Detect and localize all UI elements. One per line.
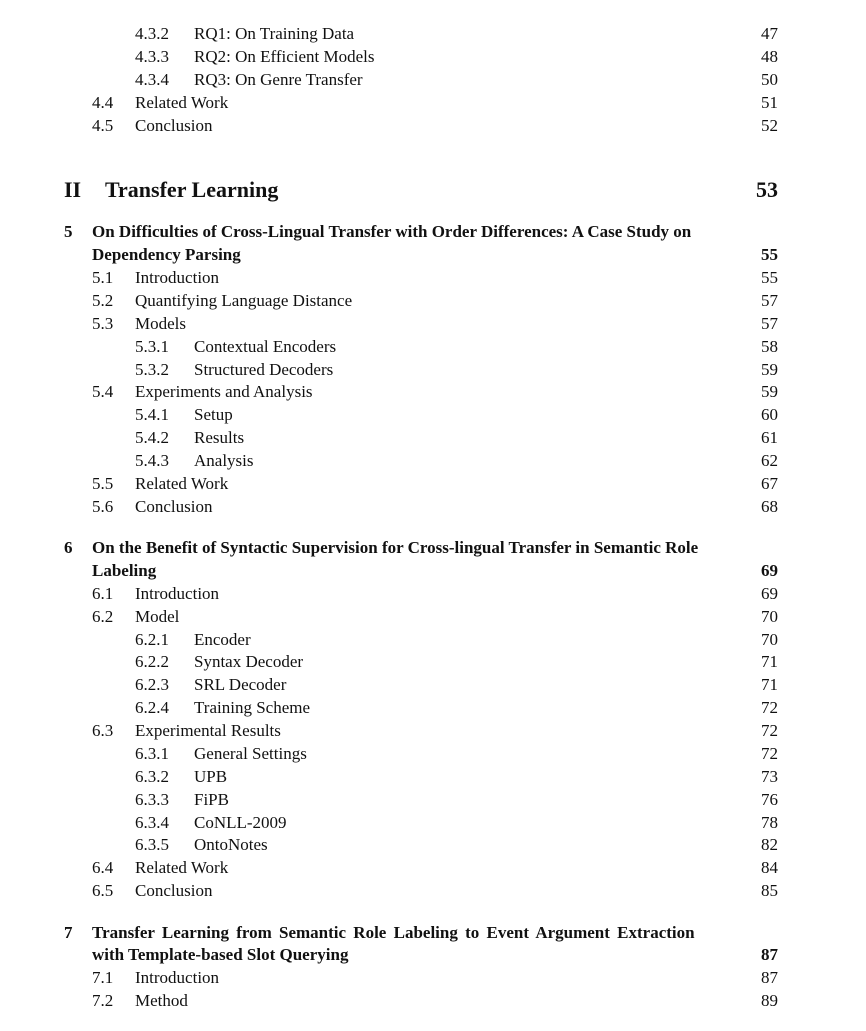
chapter-title-line1: On Difficulties of Cross-Lingual Transfer with Order Differences: A Case Study on [92, 222, 701, 242]
entry-title: Model [135, 607, 189, 627]
chapter-number: 7 [64, 923, 73, 942]
entry-title: Introduction [135, 584, 229, 604]
entry-title: Training Scheme [194, 698, 320, 718]
entry-number: 4.5 [92, 116, 114, 135]
entry-number: 7.1 [92, 968, 114, 987]
entry-page: 72 [755, 698, 778, 718]
entry-page: 61 [755, 428, 778, 448]
entry-title: CoNLL-2009 [194, 813, 297, 833]
entry-page: 62 [755, 451, 778, 471]
entry-page: 68 [755, 497, 778, 517]
entry-number: 6.1 [92, 584, 114, 603]
entry-number: 6.3.2 [135, 767, 169, 786]
entry-number: 6.5 [92, 881, 114, 900]
entry-page: 58 [755, 337, 778, 357]
entry-number: 5.3 [92, 314, 114, 333]
chapter-title-line1: On the Benefit of Syntactic Supervision for Cross-lingual Transfer in Semantic Role [92, 538, 708, 558]
entry-title: RQ1: On Training Data [194, 24, 364, 44]
entry-title: UPB [194, 767, 237, 787]
entry-number: 6.3 [92, 721, 114, 740]
entry-page: 84 [755, 858, 778, 878]
entry-page: 48 [755, 47, 778, 67]
entry-page: 87 [755, 968, 778, 988]
entry-page: 47 [755, 24, 778, 44]
entry-title: Quantifying Language Distance [135, 291, 362, 311]
entry-number: 5.3.1 [135, 337, 169, 356]
entry-page: 73 [755, 767, 778, 787]
entry-title: Analysis [194, 451, 264, 471]
entry-title: OntoNotes [194, 835, 278, 855]
chapter-title-line2: Labeling [92, 561, 166, 581]
entry-title: Method [135, 991, 198, 1011]
entry-page: 89 [755, 991, 778, 1011]
chapter-title-line1: Transfer Learning from Semantic Role Labeling to Event Argument Extraction [92, 923, 705, 943]
entry-number: 6.2 [92, 607, 114, 626]
entry-number: 7.2 [92, 991, 114, 1010]
entry-title: FiPB [194, 790, 239, 810]
entry-title: RQ2: On Efficient Models [194, 47, 385, 67]
entry-page: 71 [755, 652, 778, 672]
entry-page: 76 [755, 790, 778, 810]
entry-page: 69 [755, 584, 778, 604]
entry-number: 5.3.2 [135, 360, 169, 379]
entry-title: Related Work [135, 858, 238, 878]
entry-number: 5.5 [92, 474, 114, 493]
entry-number: 6.2.4 [135, 698, 169, 717]
entry-page: 60 [755, 405, 778, 425]
entry-number: 6.2.3 [135, 675, 169, 694]
entry-number: 5.6 [92, 497, 114, 516]
entry-number: 4.3.4 [135, 70, 169, 89]
entry-number: 5.4.1 [135, 405, 169, 424]
entry-number: 5.4.2 [135, 428, 169, 447]
entry-page: 70 [755, 607, 778, 627]
part-number: II [64, 177, 82, 202]
entry-page: 52 [755, 116, 778, 136]
entry-page: 67 [755, 474, 778, 494]
entry-number: 5.4.3 [135, 451, 169, 470]
entry-page: 70 [755, 630, 778, 650]
entry-title: Structured Decoders [194, 360, 343, 380]
entry-title: Related Work [135, 474, 238, 494]
entry-title: Experiments and Analysis [135, 382, 323, 402]
entry-page: 51 [755, 93, 778, 113]
entry-title: Setup [194, 405, 243, 425]
entry-number: 4.3.2 [135, 24, 169, 43]
entry-title: Conclusion [135, 497, 222, 517]
entry-number: 6.4 [92, 858, 114, 877]
entry-title: Results [194, 428, 254, 448]
chapter-page: 69 [755, 561, 778, 581]
entry-title: Contextual Encoders [194, 337, 346, 357]
entry-title: RQ3: On Genre Transfer [194, 70, 373, 90]
entry-number: 6.3.5 [135, 835, 169, 854]
part-page: 53 [750, 177, 778, 203]
entry-title: Syntax Decoder [194, 652, 313, 672]
chapter-page: 55 [755, 245, 778, 265]
entry-page: 82 [755, 835, 778, 855]
chapter-title-line2: with Template-based Slot Querying [92, 945, 358, 965]
entry-title: General Settings [194, 744, 317, 764]
entry-title: Conclusion [135, 881, 222, 901]
entry-page: 59 [755, 360, 778, 380]
entry-number: 6.3.3 [135, 790, 169, 809]
chapter-number: 5 [64, 222, 73, 241]
entry-page: 85 [755, 881, 778, 901]
entry-number: 6.3.4 [135, 813, 169, 832]
entry-title: Related Work [135, 93, 238, 113]
chapter-title-line2: Dependency Parsing [92, 245, 251, 265]
entry-title: Introduction [135, 268, 229, 288]
entry-page: 71 [755, 675, 778, 695]
entry-number: 5.1 [92, 268, 114, 287]
chapter-number: 6 [64, 538, 73, 557]
entry-number: 5.2 [92, 291, 114, 310]
entry-number: 5.4 [92, 382, 114, 401]
entry-page: 57 [755, 291, 778, 311]
entry-page: 50 [755, 70, 778, 90]
entry-title: Introduction [135, 968, 229, 988]
entry-page: 57 [755, 314, 778, 334]
entry-number: 6.2.2 [135, 652, 169, 671]
entry-page: 59 [755, 382, 778, 402]
entry-number: 6.3.1 [135, 744, 169, 763]
entry-title: Encoder [194, 630, 261, 650]
entry-number: 6.2.1 [135, 630, 169, 649]
entry-title: Experimental Results [135, 721, 291, 741]
part-title: Transfer Learning [105, 177, 288, 203]
entry-title: Models [135, 314, 196, 334]
entry-number: 4.4 [92, 93, 114, 112]
entry-page: 55 [755, 268, 778, 288]
entry-number: 4.3.3 [135, 47, 169, 66]
entry-page: 72 [755, 721, 778, 741]
entry-title: SRL Decoder [194, 675, 296, 695]
entry-title: Conclusion [135, 116, 222, 136]
entry-page: 78 [755, 813, 778, 833]
entry-page: 72 [755, 744, 778, 764]
chapter-page: 87 [755, 945, 778, 965]
